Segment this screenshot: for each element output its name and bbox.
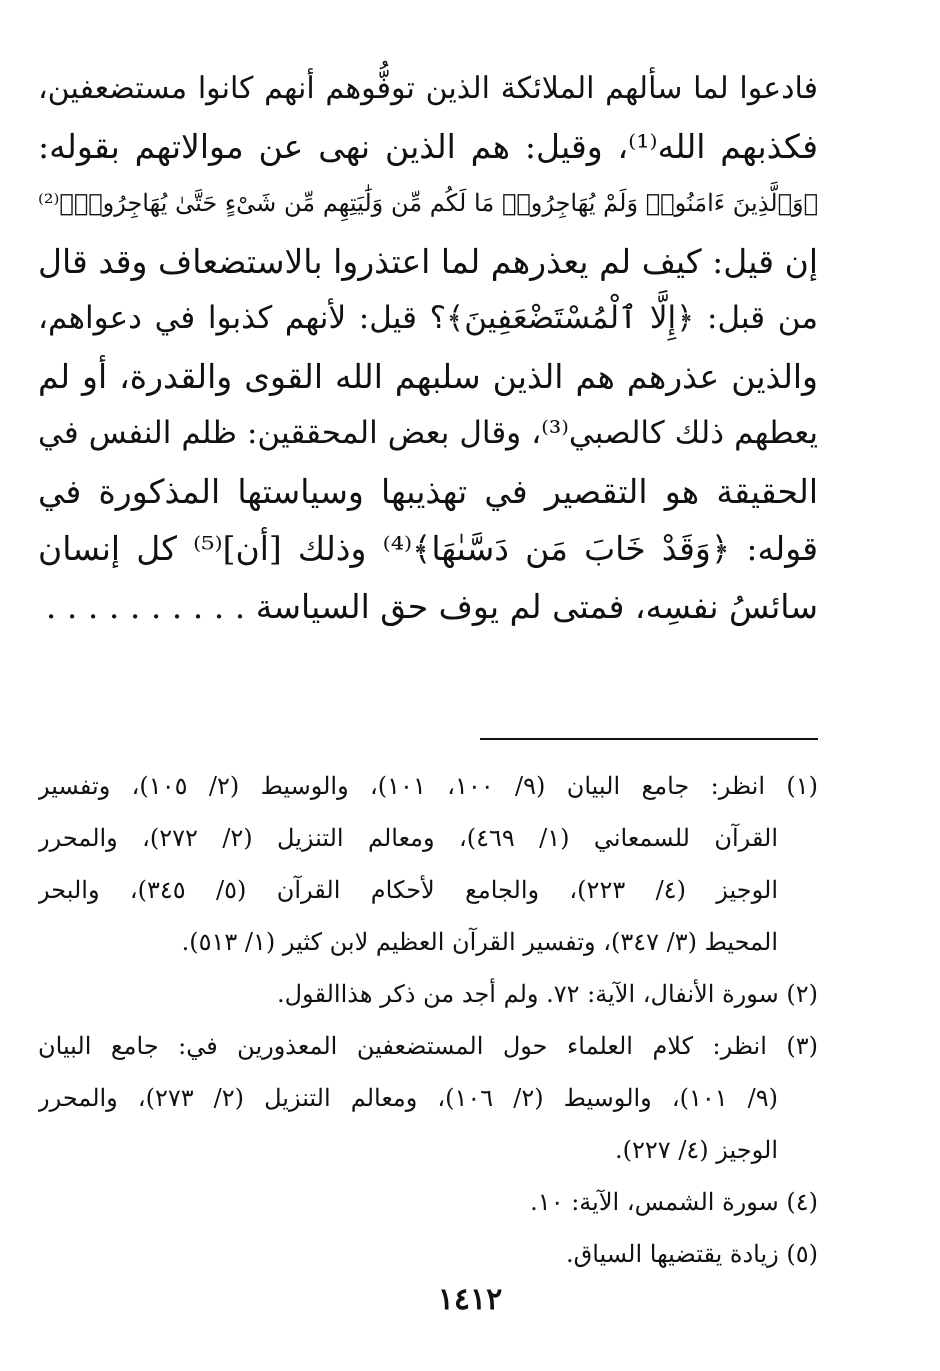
footnote-3-cont: (٩/ ١٠١)، والوسيط (٢/ ١٠٦)، ومعالم التنزيل (٢/ ٢٧٣)، والمحرر: [38, 1084, 779, 1112]
footnote-1-cont: الوجيز (٤/ ٢٢٣)، والجامع لأحكام القرآن (٥/ ٣٤٥)، والبحر: [38, 876, 778, 904]
text-line: سائسُ نفسِه، فمتى لم يوف حق السياسة . . . . . . . . . .: [45, 586, 818, 626]
text-line: والذين عذرهم هم الذين سلبهم الله القوى والقدرة، أو لم: [38, 356, 818, 396]
text-line: فكذبهم الله⁽¹⁾، وقيل: هم الذين نهى عن موالاتهم بقوله:: [38, 126, 818, 166]
text-line: فادعوا لما سألهم الملائكة الذين توفُّوهم أنهم كانوا مستضعفين،: [38, 71, 818, 106]
text-line: إن قيل: كيف لم يعذرهم لما اعتذروا بالاستضعاف وقد قال: [38, 241, 818, 281]
text-line: قوله: ﴿وَقَدْ خَابَ مَن دَسَّىٰهَا﴾⁽⁴⁾ وذلك [أن]⁽⁵⁾ كل إنسان: [38, 529, 818, 568]
text-line: يعطهم ذلك كالصبي⁽³⁾، وقال بعض المحققين: ظلم النفس في: [38, 415, 818, 451]
page-number: ١٤١٢: [437, 1282, 503, 1317]
footnote-1-cont: القرآن للسمعاني (١/ ٤٦٩)، ومعالم التنزيل (٢/ ٢٧٢)، والمحرر: [38, 824, 778, 852]
quran-verse-line: ﴿وَٱلَّذِينَ ءَامَنُوا۟ وَلَمْ يُهَاجِرُوا۟ مَا لَكُم مِّن وَلَٰيَتِهِم مِّن شَىْءٍ حَتَّىٰ يُهَاجِرُوا۟﴾⁽²⁾: [38, 189, 818, 217]
text-line: من قبل: ﴿إِلَّا ٱلْمُسْتَضْعَفِينَ﴾؟ قيل: لأنهم كذبوا في دعواهم،: [38, 300, 818, 336]
footnote-4: (٤) سورة الشمس، الآية: ١٠.: [530, 1188, 818, 1216]
footnote-2: (٢) سورة الأنفال، الآية: ٧٢. ولم أجد من ذكر هذاالقول.: [276, 980, 818, 1008]
footnote-5: (٥) زيادة يقتضيها السياق.: [565, 1240, 818, 1268]
footnote-1-cont: المحيط (٣/ ٣٤٧)، وتفسير القرآن العظيم لابن كثير (١/ ٥١٣).: [181, 928, 778, 956]
footnote-1: (١) انظر: جامع البيان (٩/ ١٠٠، ١٠١)، والوسيط (٢/ ١٠٥)، وتفسير: [38, 772, 818, 800]
footnote-separator: [480, 738, 818, 740]
footnote-3-cont: الوجيز (٤/ ٢٢٧).: [615, 1136, 778, 1164]
text-line: الحقيقة هو التقصير في تهذيبها وسياستها المذكورة في: [38, 471, 818, 511]
footnote-3: (٣) انظر: كلام العلماء حول المستضعفين المعذورين في: جامع البيان: [38, 1032, 818, 1060]
footnotes: [38, 760, 818, 1280]
main-text: [38, 60, 818, 635]
